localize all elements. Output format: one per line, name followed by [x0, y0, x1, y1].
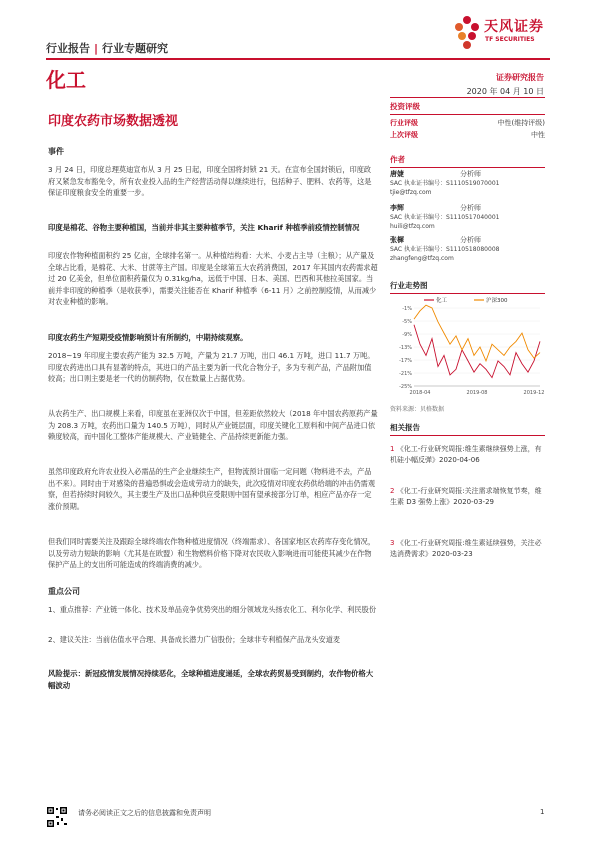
author-name: 唐婕 [390, 170, 404, 178]
author-card [390, 204, 545, 231]
rating-panel [390, 101, 545, 141]
key-company-1: 1、重点推荐：产业链一体化、技术及单品竞争优势突出的细分领域龙头扬农化工、利尔化学、利民股份 [48, 605, 377, 614]
event-paragraph: 3 月 24 日，印度总理莫迪宣布从 3 月 25 日起，印度全国将封锁 21 天。在宣布全国封锁后，印度政府又紧急发布豁免令，所有农业投入品的生产经营活动得以继续进行，包括种子、肥料、农药等，这是保证印度粮食安全的重要一步。 [48, 165, 372, 198]
author-cert: SAC 执业证书编号：S1110518080008 [390, 246, 500, 253]
authors-divider [390, 167, 545, 168]
rating-label: 上次评级 [390, 131, 418, 139]
page-number: 1 [540, 808, 545, 816]
highlight-1: 印度是棉花、谷物主要种植国，当前并非其主要种植季节，关注 Kharif 种植季前疫情控制情况 [48, 223, 360, 232]
authors-panel [390, 154, 545, 168]
risk-warning: 风险提示：新冠疫情发展情况持续恶化，全球种植进度递延，全球农药贸易受到制约，农作物价格大幅波动 [48, 669, 374, 690]
related-heading: 相关报告 [390, 423, 420, 432]
y-tick-label: -17% [399, 358, 412, 364]
x-tick-label: 2018-04 [409, 390, 431, 396]
related-report[interactable] [390, 444, 545, 466]
event-heading: 事件 [48, 147, 64, 156]
report-date: 2020 年 04 月 10 日 [466, 87, 544, 96]
key-company-2: 2、建议关注：当前估值水平合理、具备成长潜力广信股份；全球非专利植保产品龙头安道麦 [48, 635, 341, 644]
rating-label: 行业评级 [390, 119, 418, 127]
author-cert: SAC 执业证书编号：S1110517040001 [390, 214, 500, 221]
highlight-2: 印度农药生产短期受疫情影响预计有所制约，中期持续观察。 [48, 333, 248, 342]
related-num: 1 [390, 445, 395, 453]
related-num: 2 [390, 487, 395, 495]
author-title: 分析师 [460, 204, 481, 212]
related-panel [390, 422, 545, 436]
author-card [390, 170, 545, 197]
series-line-2 [414, 305, 540, 361]
y-tick-label: -1% [402, 306, 412, 312]
x-tick-label: 2019-12 [523, 390, 545, 396]
subcategory-label: 行业专题研究 [102, 42, 169, 55]
rating-value: 中性 [531, 131, 545, 139]
related-report[interactable] [390, 486, 545, 508]
logo-mark-icon [452, 14, 482, 52]
chart-source: 资料来源：贝格数据 [390, 406, 445, 413]
y-tick-label: -5% [402, 319, 412, 325]
rating-row [390, 117, 545, 129]
y-tick-label: -13% [399, 345, 412, 351]
y-tick-label: -25% [399, 384, 412, 390]
related-text: 《化工-行业研究周报:关注需求端恢复节奏，维生素 D3 强势上涨》2020-03-29 [390, 487, 542, 506]
rating-divider [390, 114, 545, 115]
disclaimer-link[interactable]: 请务必阅读正文之后的信息披露和免责声明 [78, 809, 211, 817]
related-text: 《化工-行业研究周报:维生素继续强势上涨，有机硅小幅反弹》2020-04-06 [390, 445, 542, 464]
trend-chart [390, 294, 545, 400]
author-name: 李辉 [390, 204, 404, 212]
author-email[interactable]: huili@tfzq.com [390, 223, 435, 230]
report-title: 印度农药市场数据透视 [48, 114, 179, 129]
rating-heading: 投资评级 [390, 102, 420, 111]
trend-panel [390, 280, 545, 294]
header-divider [46, 58, 550, 60]
related-text: 《化工-行业研究周报:维生素延续强势，关注必选消费需求》2020-03-23 [390, 539, 542, 558]
category-label: 行业报告 [46, 42, 90, 55]
author-title: 分析师 [460, 170, 481, 178]
author-cert: SAC 执业证书编号：S1110519070001 [390, 180, 500, 187]
brand-name: 天风证券 [484, 19, 544, 35]
author-card [390, 236, 545, 263]
author-title: 分析师 [460, 236, 481, 244]
authors-heading: 作者 [390, 155, 405, 164]
author-email[interactable]: zhangfeng@tfzq.com [390, 255, 454, 262]
legend-label: 沪深300 [486, 298, 508, 304]
report-category: 行业报告 | 行业专题研究 [46, 42, 169, 55]
paragraph-capacity: 2018~19 年印度主要农药产能为 32.5 万吨，产量为 21.7 万吨，出口 46.1 万吨，进口 11.7 万吨。印度农药进出口具有显著的特点，其进口的产品主要为新一代化合物分子，多为专利产品，产品附加值较高；出口则主要是老一代的仿制药物，仅在数量上占据优势。 [48, 351, 375, 384]
paragraph-supply: 虽然印度政府允许农业投入必需品的生产企业继续生产，但物流预计面临一定问题（物料进不去，产品出不来）。同时由于对感染的普遍恐惧或会造成劳动力的缺失，此次疫情对印度农药供给端的冲击仍需观察，但若持续时间较久，其主要生产及出口品种供应受限则中国有望承接部分订单，相应产品亦存一定涨价预期。 [48, 467, 376, 511]
brand-name-en: TF SECURITIES [485, 36, 535, 43]
brand-logo [452, 14, 562, 54]
qr-code-icon [46, 806, 68, 828]
related-divider [390, 435, 545, 436]
author-email[interactable]: tjie@tfzq.com [390, 189, 432, 196]
key-companies-heading: 重点公司 [48, 587, 80, 596]
trend-heading: 行业走势图 [390, 281, 428, 290]
paragraph-planting: 印度农作物种植面积约 25 亿亩，全球排名第一。从种植结构看：大米、小麦占主导（主粮）；从产量及全球占比看，是棉花、大米、甘蔗等主产国。印度是全球第五大农药消费国，2017 年其国内农药需求超过 20 亿美金，但单位面积药量仅为 0.31kg/ha，远低于中国、日本、美国、巴西和其他拉美国家。当前并非印度的种植季（是收获季），需要关注能否在 Kharif 种植季（6-11 月）之前控制疫情，从而减少对农业种植的影响。 [48, 251, 378, 307]
legend-label: 化工 [436, 298, 448, 304]
report-type: 证券研究报告 [496, 73, 544, 82]
y-tick-label: -21% [399, 371, 412, 377]
rating-value: 中性(维持评级) [497, 119, 545, 127]
paragraph-demand: 但我们同时需要关注及跟踪全球终端农作物种植进度情况（终端需求）、各国家地区农药库存变化情况，以及劳动力短缺的影响（尤其是在欧盟）和生物燃料价格下降对农民收入影响进而可能使其减少在作物保护产品上的支出所可能造成的终端消费的减少。 [48, 537, 376, 570]
related-report[interactable] [390, 538, 545, 560]
x-tick-label: 2019-08 [466, 390, 488, 396]
paragraph-comparison: 从农药生产、出口规模上来看，印度虽在亚洲仅次于中国，但差距依然较大（2018 年中国农药原药产量为 208.3 万吨，农药出口量为 140.5 万吨），同时从产业链层面，印度关键化工原料和中间产品进口依赖度较高，而中国化工整体产能规模大、产业链健全、产品持续更新能力强。 [48, 409, 378, 442]
rating-row [390, 129, 545, 141]
sector-title: 化工 [46, 68, 86, 92]
author-name: 张樨 [390, 236, 404, 244]
y-tick-label: -9% [402, 332, 412, 338]
date-divider [390, 97, 545, 98]
related-num: 3 [390, 539, 395, 547]
